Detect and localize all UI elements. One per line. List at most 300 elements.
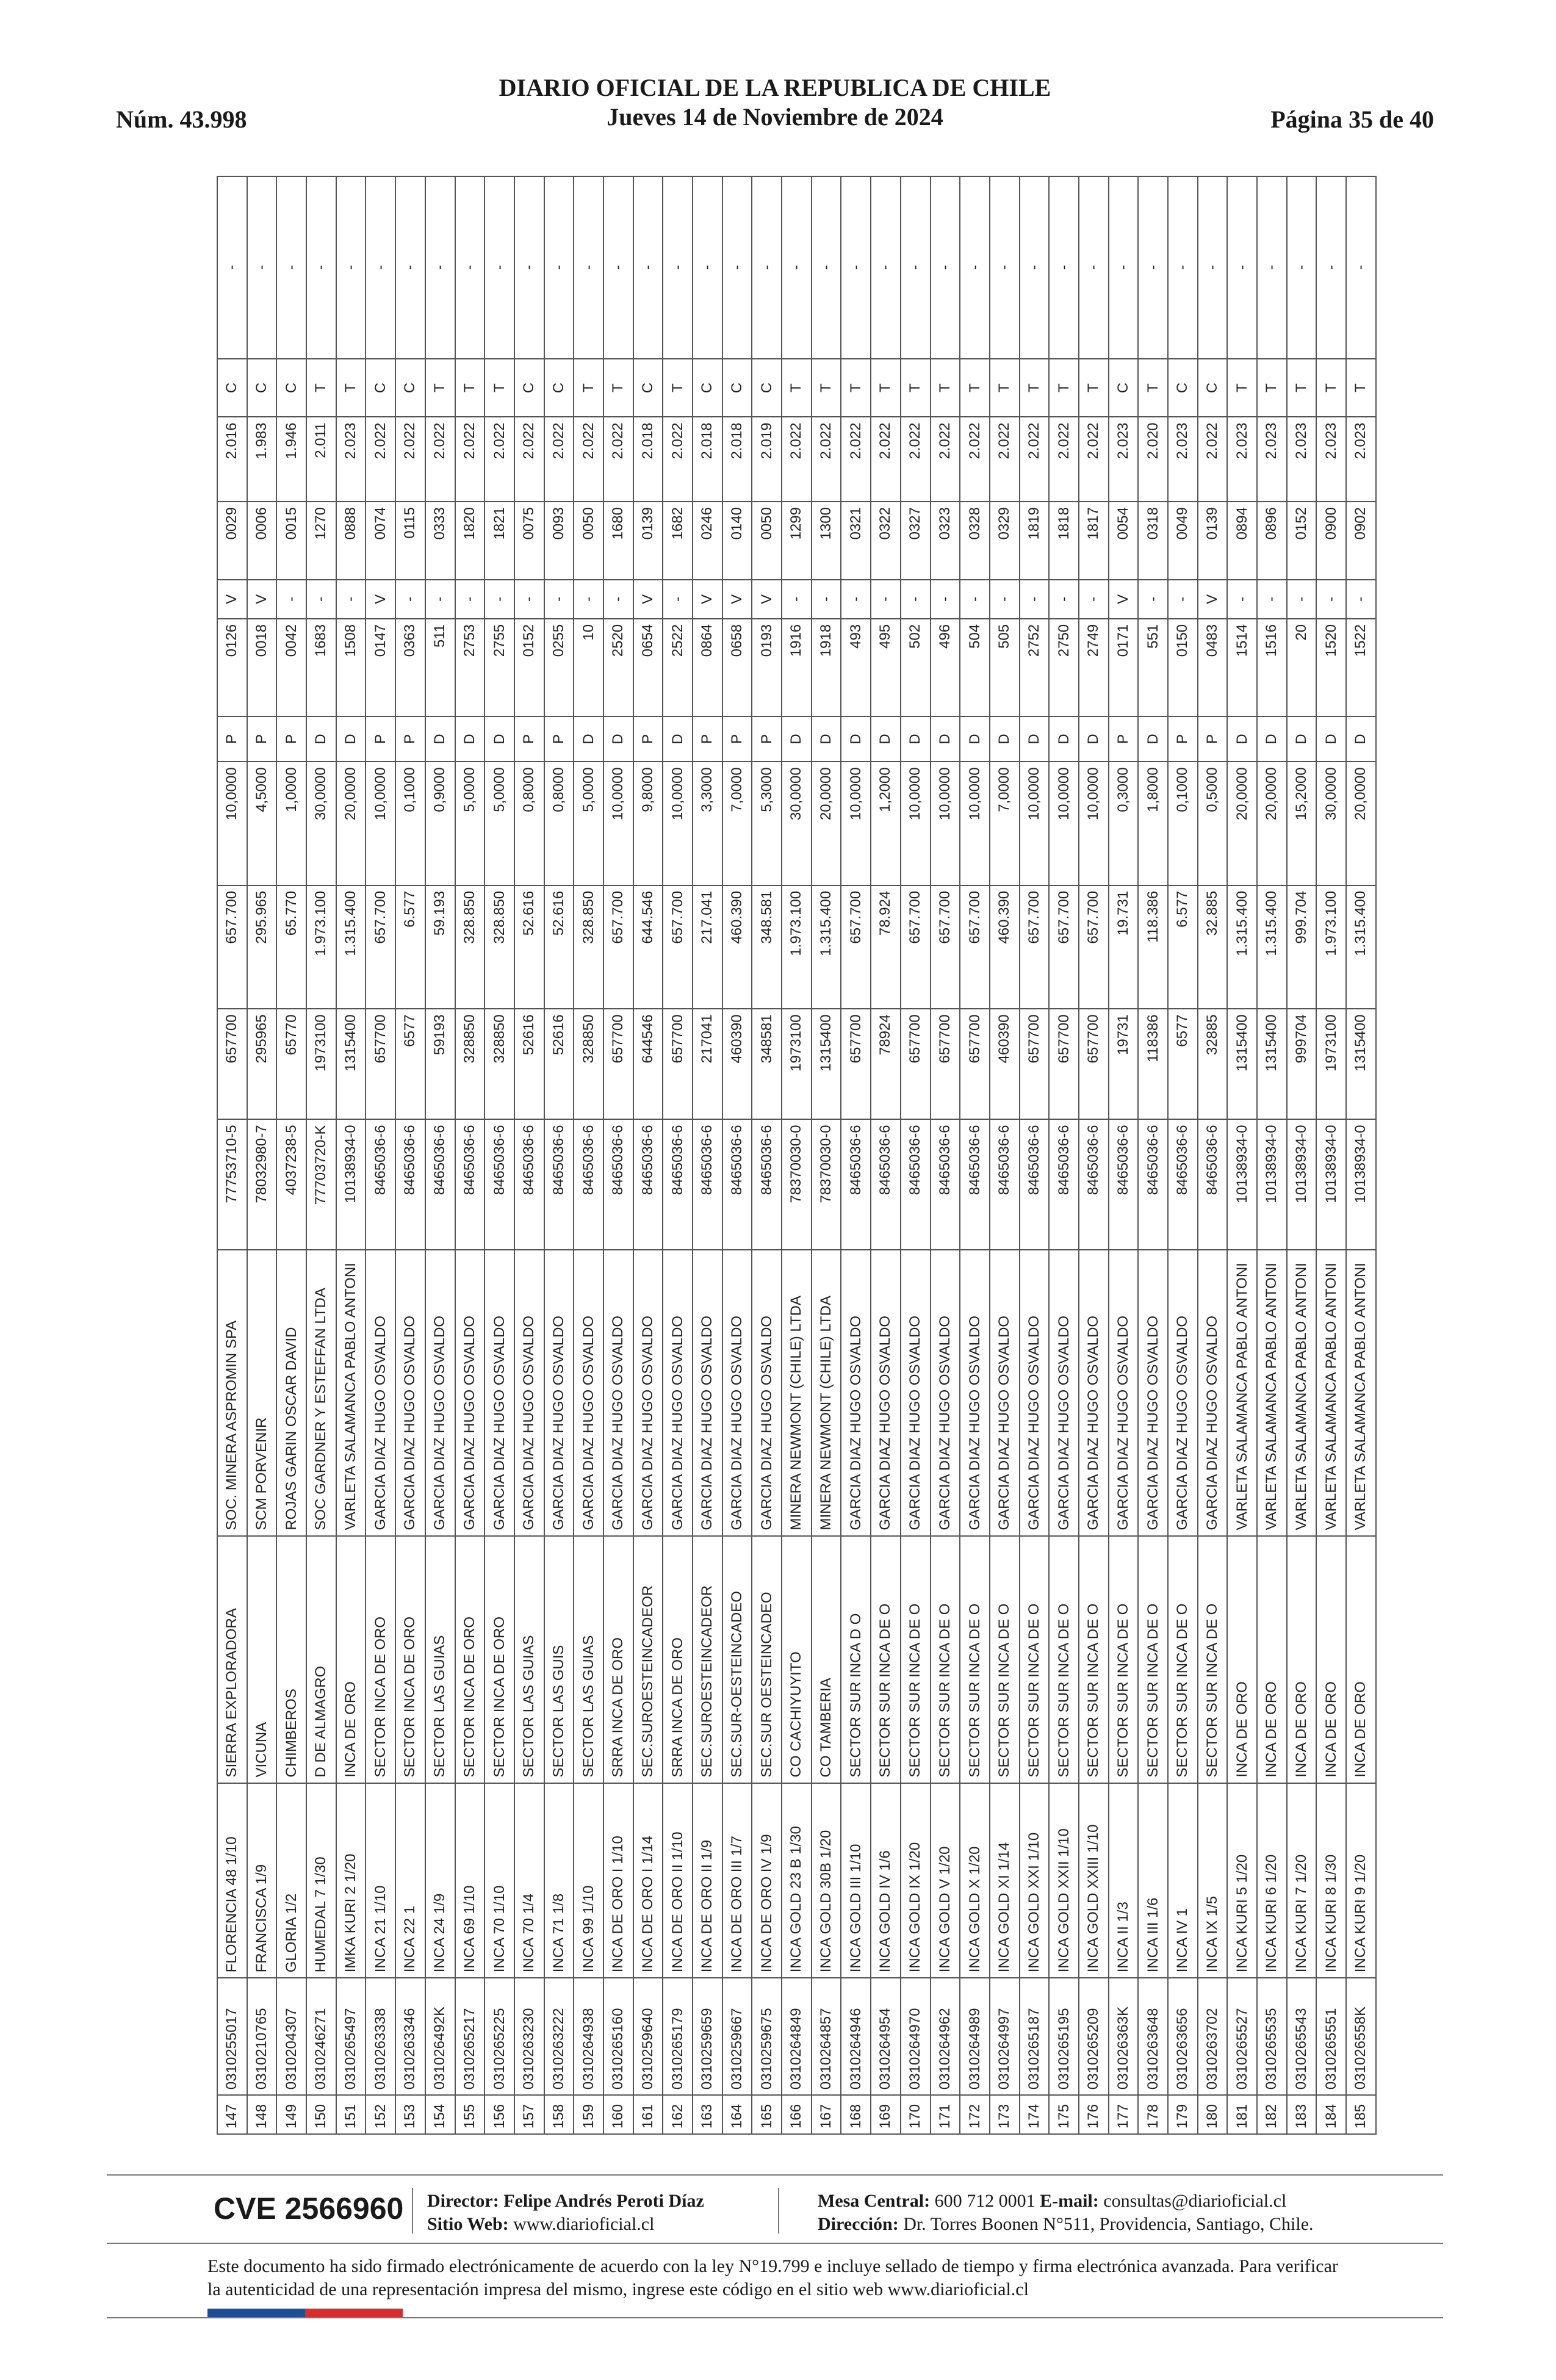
cell-amount-raw: 1315400	[812, 1009, 841, 1119]
cell-row-number: 167	[812, 2095, 841, 2134]
table-row	[484, 176, 514, 2134]
cell-note: -	[455, 176, 485, 359]
cell-owner: GARCIA DIAZ HUGO OSVALDO	[693, 1250, 722, 1536]
cell-row-number: 149	[276, 2095, 306, 2134]
cell-year: 1.983	[247, 417, 277, 502]
cell-status-code: T	[1020, 359, 1050, 417]
cell-note: -	[1316, 176, 1346, 359]
cell-year: 2.022	[484, 417, 514, 502]
cell-type-code: D	[1138, 716, 1168, 762]
cell-reference-b: 0152	[1287, 502, 1317, 580]
cell-owner-rut: 4037238-5	[276, 1119, 306, 1249]
cell-flag: V	[752, 580, 782, 619]
cell-concession-code: 0310263702	[1198, 1978, 1228, 2095]
cell-reference-a: 2752	[1020, 619, 1050, 716]
cell-reference-a: 20	[1287, 619, 1317, 716]
cell-reference-b: 0074	[366, 502, 395, 580]
cell-year: 2.022	[1079, 417, 1109, 502]
cell-reference-b: 1680	[603, 502, 633, 580]
cell-reference-b: 0322	[871, 502, 901, 580]
cell-concession-code: 0310264989	[960, 1978, 990, 2095]
cell-concession-name: INCA II 1/3	[1109, 1783, 1139, 1978]
table-row	[1168, 176, 1198, 2134]
cell-concession-name: INCA GOLD V 1/20	[931, 1783, 960, 1978]
cell-owner: GARCIA DIAZ HUGO OSVALDO	[1049, 1250, 1079, 1536]
cell-status-code: T	[1257, 359, 1287, 417]
cell-reference-b: 0327	[901, 502, 931, 580]
cell-note: -	[217, 176, 247, 359]
cell-owner-rut: 8465036-6	[574, 1119, 603, 1249]
cell-owner: ROJAS GARIN OSCAR DAVID	[276, 1250, 306, 1536]
cell-owner: GARCIA DIAZ HUGO OSVALDO	[574, 1250, 603, 1536]
cell-reference-a: 2755	[484, 619, 514, 716]
cell-status-code: T	[663, 359, 693, 417]
cell-concession-name: INCA 71 1/8	[544, 1783, 574, 1978]
cell-hectares: 10,0000	[366, 762, 395, 885]
cell-note: -	[722, 176, 752, 359]
cell-reference-a: 496	[931, 619, 960, 716]
cell-owner-rut: 8465036-6	[514, 1119, 544, 1249]
contact-block	[818, 2190, 1314, 2236]
cell-hectares: 0,5000	[1198, 762, 1228, 885]
cell-amount-raw: 78924	[871, 1009, 901, 1119]
cell-reference-a: 1683	[306, 619, 336, 716]
concessions-table-frame	[217, 176, 1369, 2135]
cell-amount: 118.386	[1138, 885, 1168, 1009]
cell-year: 2.022	[514, 417, 544, 502]
cell-row-number: 148	[247, 2095, 277, 2134]
cell-concession-code: 0310263656	[1168, 1978, 1198, 2095]
cell-hectares: 10,0000	[960, 762, 990, 885]
cell-status-code: T	[574, 359, 603, 417]
cell-note: -	[247, 176, 277, 359]
table-row	[1257, 176, 1287, 2134]
cell-flag: -	[544, 580, 574, 619]
publication-title: DIARIO OFICIAL DE LA REPUBLICA DE CHILE	[499, 74, 1051, 101]
cell-year: 2.022	[366, 417, 395, 502]
cell-concession-code: 0310264997	[990, 1978, 1020, 2095]
cell-year: 2.022	[1049, 417, 1079, 502]
cell-status-code: T	[782, 359, 812, 417]
cell-amount: 78.924	[871, 885, 901, 1009]
cell-year: 2.022	[812, 417, 841, 502]
cell-concession-name: INCA DE ORO II 1/9	[693, 1783, 722, 1978]
cell-concession-name: INCA 24 1/9	[425, 1783, 455, 1978]
cell-owner: GARCIA DIAZ HUGO OSVALDO	[931, 1250, 960, 1536]
cell-year: 2.022	[782, 417, 812, 502]
cell-year: 2.022	[841, 417, 871, 502]
cell-reference-a: 2520	[603, 619, 633, 716]
cell-row-number: 156	[484, 2095, 514, 2134]
cell-amount-raw: 52616	[514, 1009, 544, 1119]
cell-concession-code: 0310263230	[514, 1978, 544, 2095]
table-row	[693, 176, 722, 2134]
cell-owner-rut: 8465036-6	[693, 1119, 722, 1249]
cell-row-number: 180	[1198, 2095, 1228, 2134]
page-header	[116, 73, 1434, 140]
cell-amount: 52.616	[544, 885, 574, 1009]
cell-type-code: D	[1227, 716, 1257, 762]
cell-note: -	[514, 176, 544, 359]
cell-amount: 657.700	[901, 885, 931, 1009]
cell-amount-raw: 6577	[1168, 1009, 1198, 1119]
cell-type-code: D	[841, 716, 871, 762]
table-row	[306, 176, 336, 2134]
cell-note: -	[1287, 176, 1317, 359]
cell-flag: -	[306, 580, 336, 619]
cell-sector: SECTOR SUR INCA DE O	[1109, 1536, 1139, 1783]
cell-owner: GARCIA DIAZ HUGO OSVALDO	[544, 1250, 574, 1536]
cell-hectares: 3,3000	[693, 762, 722, 885]
cell-flag: -	[990, 580, 1020, 619]
cell-concession-code: 0310265195	[1049, 1978, 1079, 2095]
cell-type-code: D	[1049, 716, 1079, 762]
cell-reference-b: 0093	[544, 502, 574, 580]
cell-row-number: 172	[960, 2095, 990, 2134]
cell-row-number: 185	[1346, 2095, 1376, 2134]
cell-reference-a: 0126	[217, 619, 247, 716]
cell-row-number: 170	[901, 2095, 931, 2134]
cell-row-number: 169	[871, 2095, 901, 2134]
table-row	[722, 176, 752, 2134]
cell-concession-code: 0310264954	[871, 1978, 901, 2095]
cell-flag: -	[1316, 580, 1346, 619]
cell-status-code: C	[247, 359, 277, 417]
cell-row-number: 166	[782, 2095, 812, 2134]
cell-concession-code: 0310263222	[544, 1978, 574, 2095]
cell-year: 2.022	[871, 417, 901, 502]
table-row	[217, 176, 247, 2134]
cell-amount: 65.770	[276, 885, 306, 1009]
cell-note: -	[1079, 176, 1109, 359]
cell-note: -	[425, 176, 455, 359]
cell-reference-a: 0864	[693, 619, 722, 716]
cell-hectares: 1,8000	[1138, 762, 1168, 885]
cell-reference-b: 0140	[722, 502, 752, 580]
cell-row-number: 161	[633, 2095, 663, 2134]
cell-hectares: 10,0000	[603, 762, 633, 885]
cell-sector: INCA DE ORO	[1346, 1536, 1376, 1783]
cell-reference-a: 2753	[455, 619, 485, 716]
cell-owner: GARCIA DIAZ HUGO OSVALDO	[1168, 1250, 1198, 1536]
cell-row-number: 163	[693, 2095, 722, 2134]
cell-amount: 348.581	[752, 885, 782, 1009]
cell-flag: -	[1049, 580, 1079, 619]
cell-owner: SOC GARDNER Y ESTEFFAN LTDA	[306, 1250, 336, 1536]
cell-row-number: 175	[1049, 2095, 1079, 2134]
cell-flag: -	[1168, 580, 1198, 619]
cell-flag: -	[1346, 580, 1376, 619]
cell-status-code: C	[366, 359, 395, 417]
cell-row-number: 177	[1109, 2095, 1139, 2134]
cell-amount-raw: 657700	[1049, 1009, 1079, 1119]
cell-sector: SECTOR SUR INCA DE O	[1168, 1536, 1198, 1783]
cell-amount-raw: 19731	[1109, 1009, 1139, 1119]
cell-status-code: T	[1049, 359, 1079, 417]
cell-reference-b: 0139	[633, 502, 663, 580]
cell-owner: GARCIA DIAZ HUGO OSVALDO	[603, 1250, 633, 1536]
cell-status-code: T	[1227, 359, 1257, 417]
table-row	[574, 176, 603, 2134]
page-number: Página 35 de 40	[1270, 106, 1434, 133]
cell-reference-b: 1300	[812, 502, 841, 580]
cell-row-number: 178	[1138, 2095, 1168, 2134]
cell-owner-rut: 78370030-0	[812, 1119, 841, 1249]
cell-note: -	[306, 176, 336, 359]
cell-hectares: 20,0000	[1227, 762, 1257, 885]
cell-amount: 1.315.400	[1227, 885, 1257, 1009]
cell-type-code: D	[782, 716, 812, 762]
cell-owner-rut: 8465036-6	[455, 1119, 485, 1249]
cell-row-number: 150	[306, 2095, 336, 2134]
cell-flag: -	[1287, 580, 1317, 619]
cell-amount: 6.577	[1168, 885, 1198, 1009]
cell-owner-rut: 78370030-0	[782, 1119, 812, 1249]
cell-amount-raw: 657700	[1020, 1009, 1050, 1119]
cell-row-number: 171	[931, 2095, 960, 2134]
cell-year: 2.023	[1257, 417, 1287, 502]
cell-row-number: 165	[752, 2095, 782, 2134]
cell-sector: INCA DE ORO	[1227, 1536, 1257, 1783]
cell-type-code: P	[633, 716, 663, 762]
cell-sector: SECTOR SUR INCA DE O	[1079, 1536, 1109, 1783]
cell-owner: GARCIA DIAZ HUGO OSVALDO	[1020, 1250, 1050, 1536]
cve-code: CVE 2566960	[214, 2191, 404, 2226]
cell-amount-raw: 460390	[990, 1009, 1020, 1119]
table-row	[633, 176, 663, 2134]
cell-sector: SECTOR INCA DE ORO	[395, 1536, 425, 1783]
cell-amount-raw: 1315400	[336, 1009, 366, 1119]
cell-hectares: 7,0000	[990, 762, 1020, 885]
cell-owner-rut: 8465036-6	[1138, 1119, 1168, 1249]
cell-owner-rut: 8465036-6	[633, 1119, 663, 1249]
cell-row-number: 164	[722, 2095, 752, 2134]
cell-reference-a: 1516	[1257, 619, 1287, 716]
cell-type-code: D	[1079, 716, 1109, 762]
cell-year: 2.020	[1138, 417, 1168, 502]
cell-reference-b: 0902	[1346, 502, 1376, 580]
cell-concession-name: INCA GOLD IV 1/6	[871, 1783, 901, 1978]
cell-concession-name: INCA GOLD 23 B 1/30	[782, 1783, 812, 1978]
cell-amount: 1.315.400	[336, 885, 366, 1009]
table-row	[603, 176, 633, 2134]
cell-amount: 657.700	[931, 885, 960, 1009]
cell-reference-a: 0255	[544, 619, 574, 716]
cell-note: -	[812, 176, 841, 359]
cell-concession-code: 0310255017	[217, 1978, 247, 2095]
cell-amount: 644.546	[633, 885, 663, 1009]
cell-amount-raw: 460390	[722, 1009, 752, 1119]
cell-type-code: D	[455, 716, 485, 762]
cell-hectares: 5,3000	[752, 762, 782, 885]
cell-owner-rut: 77703720-K	[306, 1119, 336, 1249]
cell-concession-name: INCA IV 1	[1168, 1783, 1198, 1978]
cell-hectares: 10,0000	[931, 762, 960, 885]
cell-owner-rut: 8465036-6	[722, 1119, 752, 1249]
table-row	[1346, 176, 1376, 2134]
cell-status-code: T	[812, 359, 841, 417]
cell-owner: GARCIA DIAZ HUGO OSVALDO	[990, 1250, 1020, 1536]
table-row	[990, 176, 1020, 2134]
cell-amount-raw: 328850	[484, 1009, 514, 1119]
cell-amount: 217.041	[693, 885, 722, 1009]
cell-year: 2.022	[603, 417, 633, 502]
table-body	[217, 176, 1376, 2134]
cell-status-code: C	[752, 359, 782, 417]
cell-note: -	[1049, 176, 1079, 359]
cell-type-code: D	[960, 716, 990, 762]
cell-reference-a: 504	[960, 619, 990, 716]
cell-status-code: T	[1346, 359, 1376, 417]
cell-concession-code: 0310259675	[752, 1978, 782, 2095]
cell-amount-raw: 644546	[633, 1009, 663, 1119]
cell-amount: 328.850	[484, 885, 514, 1009]
cell-reference-a: 505	[990, 619, 1020, 716]
cell-reference-b: 1820	[455, 502, 485, 580]
cell-note: -	[871, 176, 901, 359]
table-row	[1138, 176, 1168, 2134]
cell-reference-b: 1819	[1020, 502, 1050, 580]
cell-owner-rut: 10138934-0	[1316, 1119, 1346, 1249]
cell-type-code: P	[1198, 716, 1228, 762]
cell-type-code: D	[812, 716, 841, 762]
table-row	[1227, 176, 1257, 2134]
address-text: Dr. Torres Boonen N°511, Providencia, Santiago, Chile.	[903, 2214, 1314, 2234]
cell-flag: -	[276, 580, 306, 619]
cell-owner: MINERA NEWMONT (CHILE) LTDA	[812, 1250, 841, 1536]
cell-note: -	[1257, 176, 1287, 359]
cell-hectares: 20,0000	[336, 762, 366, 885]
cell-owner: GARCIA DIAZ HUGO OSVALDO	[901, 1250, 931, 1536]
cell-concession-name: INCA 70 1/10	[484, 1783, 514, 1978]
cell-flag: -	[1257, 580, 1287, 619]
table-row	[544, 176, 574, 2134]
cell-flag: -	[455, 580, 485, 619]
table-row	[336, 176, 366, 2134]
cell-owner: GARCIA DIAZ HUGO OSVALDO	[455, 1250, 485, 1536]
cell-reference-b: 1270	[306, 502, 336, 580]
cell-flag: -	[901, 580, 931, 619]
cell-type-code: P	[752, 716, 782, 762]
cell-sector: SECTOR INCA DE ORO	[366, 1536, 395, 1783]
cell-sector: SECTOR SUR INCA DE O	[901, 1536, 931, 1783]
cell-type-code: D	[990, 716, 1020, 762]
cell-reference-b: 0075	[514, 502, 544, 580]
cell-concession-code: 0310265551	[1316, 1978, 1346, 2095]
table-row	[276, 176, 306, 2134]
cell-sector: INCA DE ORO	[1287, 1536, 1317, 1783]
cell-owner-rut: 8465036-6	[484, 1119, 514, 1249]
cell-hectares: 10,0000	[841, 762, 871, 885]
cell-amount-raw: 657700	[901, 1009, 931, 1119]
cell-row-number: 182	[1257, 2095, 1287, 2134]
cell-flag: -	[1227, 580, 1257, 619]
cell-reference-a: 0018	[247, 619, 277, 716]
cell-flag: -	[336, 580, 366, 619]
cell-owner-rut: 8465036-6	[544, 1119, 574, 1249]
cell-concession-name: INCA GOLD XXI 1/10	[1020, 1783, 1050, 1978]
masthead	[116, 73, 1434, 132]
table-row	[871, 176, 901, 2134]
cell-owner-rut: 8465036-6	[1198, 1119, 1228, 1249]
cell-owner: GARCIA DIAZ HUGO OSVALDO	[633, 1250, 663, 1536]
cell-concession-code: 0310265217	[455, 1978, 485, 2095]
cell-year: 2.018	[633, 417, 663, 502]
cell-hectares: 10,0000	[1049, 762, 1079, 885]
cell-amount: 1.973.100	[1316, 885, 1346, 1009]
cell-sector: CHIMBEROS	[276, 1536, 306, 1783]
cell-type-code: D	[1257, 716, 1287, 762]
table-row	[514, 176, 544, 2134]
cell-reference-b: 0321	[841, 502, 871, 580]
email-link[interactable]: consultas@diarioficial.cl	[1103, 2191, 1287, 2211]
cell-reference-a: 511	[425, 619, 455, 716]
cell-concession-name: INCA 69 1/10	[455, 1783, 485, 1978]
cell-note: -	[901, 176, 931, 359]
cell-hectares: 0,3000	[1109, 762, 1139, 885]
cell-note: -	[395, 176, 425, 359]
cell-owner-rut: 10138934-0	[1346, 1119, 1376, 1249]
site-link[interactable]: www.diarioficial.cl	[513, 2214, 655, 2234]
cell-owner-rut: 8465036-6	[1079, 1119, 1109, 1249]
cell-concession-code: 0310263346	[395, 1978, 425, 2095]
cell-owner-rut: 8465036-6	[603, 1119, 633, 1249]
cell-type-code: P	[1168, 716, 1198, 762]
director-name: Felipe Andrés Peroti Díaz	[503, 2191, 704, 2211]
cell-flag: -	[1138, 580, 1168, 619]
cell-status-code: T	[841, 359, 871, 417]
cell-type-code: D	[306, 716, 336, 762]
table-row	[1287, 176, 1317, 2134]
cell-owner-rut: 78032980-7	[247, 1119, 277, 1249]
cell-type-code: D	[871, 716, 901, 762]
cell-row-number: 184	[1316, 2095, 1346, 2134]
cell-owner: SCM PORVENIR	[247, 1250, 277, 1536]
cell-concession-name: INCA GOLD XI 1/14	[990, 1783, 1020, 1978]
cell-concession-name: INCA DE ORO I 1/10	[603, 1783, 633, 1978]
cell-amount: 1.973.100	[782, 885, 812, 1009]
cell-hectares: 15,2000	[1287, 762, 1317, 885]
cell-concession-code: 0310265160	[603, 1978, 633, 2095]
cell-concession-code: 0310264946	[841, 1978, 871, 2095]
cell-note: -	[276, 176, 306, 359]
cell-hectares: 20,0000	[812, 762, 841, 885]
site-label: Sitio Web:	[427, 2214, 509, 2234]
cell-owner-rut: 8465036-6	[841, 1119, 871, 1249]
cell-amount: 295.965	[247, 885, 277, 1009]
cell-flag: V	[633, 580, 663, 619]
table-row	[425, 176, 455, 2134]
cell-amount: 657.700	[663, 885, 693, 1009]
cell-owner: GARCIA DIAZ HUGO OSVALDO	[1198, 1250, 1228, 1536]
cell-hectares: 0,8000	[514, 762, 544, 885]
cell-flag: V	[722, 580, 752, 619]
cell-concession-name: INCA GOLD XXII 1/10	[1049, 1783, 1079, 1978]
cell-owner: GARCIA DIAZ HUGO OSVALDO	[514, 1250, 544, 1536]
director-label: Director:	[427, 2191, 499, 2211]
cell-reference-b: 0029	[217, 502, 247, 580]
mesa-phone: 600 712 0001	[934, 2191, 1036, 2211]
cell-sector: INCA DE ORO	[1257, 1536, 1287, 1783]
cell-year: 2.022	[425, 417, 455, 502]
cell-amount: 657.700	[366, 885, 395, 1009]
cell-sector: SRRA INCA DE ORO	[663, 1536, 693, 1783]
cell-year: 2.022	[1020, 417, 1050, 502]
cell-owner-rut: 10138934-0	[1287, 1119, 1317, 1249]
cell-reference-a: 1916	[782, 619, 812, 716]
cell-type-code: D	[663, 716, 693, 762]
cell-amount-raw: 32885	[1198, 1009, 1228, 1119]
